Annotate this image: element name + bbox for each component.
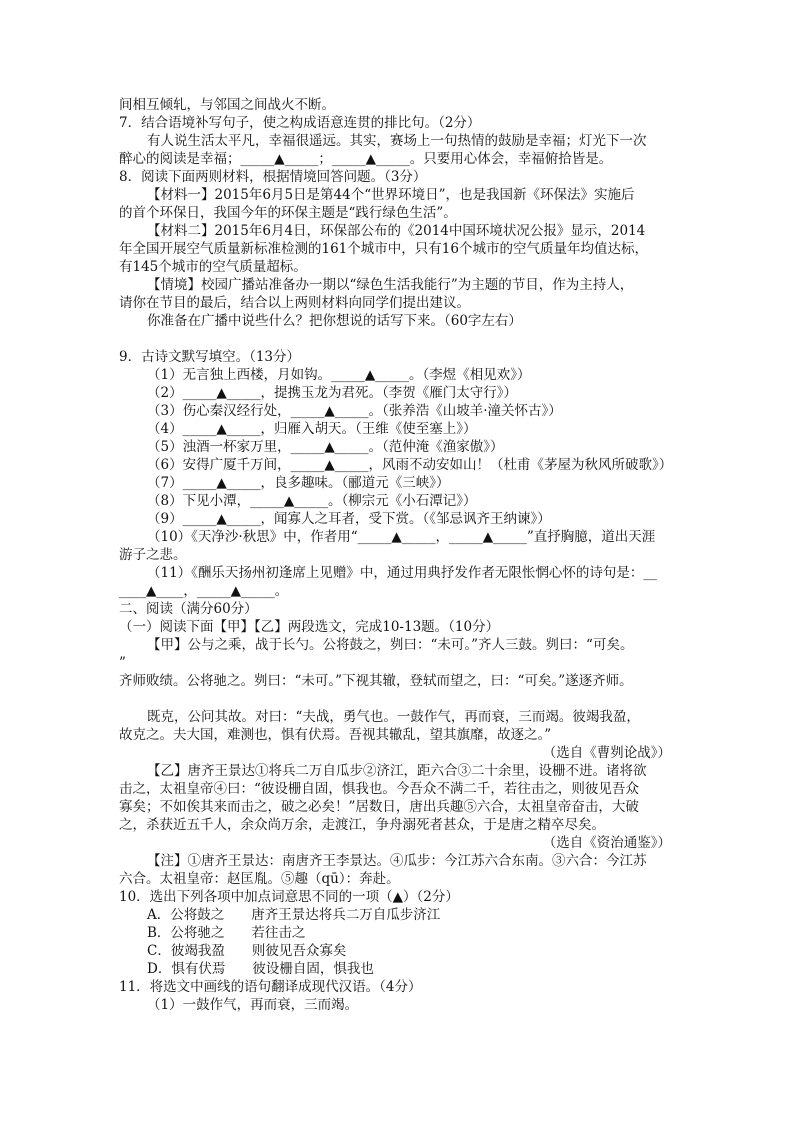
text-line: 寡矣；不如俟其来而击之，破之必矣！”居数日，唐出兵趣⑤六合，太祖皇帝奋击，大破 bbox=[119, 799, 639, 815]
poem-blank-1: （1）无言独上西楼，月如钩。_____▲_____。（李煜《相见欢》） bbox=[147, 367, 531, 383]
option-a: A．公将鼓之 唐齐王景达将兵二万自瓜步济江 bbox=[147, 907, 441, 923]
material-2: 【材料二】2015年6月4日，环保部公布的《2014中国环境状况公报》显示，2014 bbox=[147, 223, 646, 239]
text-line: 年全国开展空气质量新标准检测的161个城市中，只有16个城市的空气质量年均值达标， bbox=[119, 241, 648, 257]
text-line: 的首个环保日，我国今年的环保主题是“践行绿色生活”。 bbox=[119, 205, 457, 221]
option-d: D．惧有伏焉 彼设栅自固，惧我也 bbox=[147, 961, 374, 977]
text-line: 你准备在广播中说些什么？把你想说的话写下来。（60字左右） bbox=[147, 313, 522, 329]
text-line: 有人说生活太平凡，幸福很遥远。其实，赛场上一句热情的鼓励是幸福；灯光下一次 bbox=[147, 133, 647, 149]
source-citation: （选自《资治通鉴》） bbox=[542, 835, 671, 851]
question-7-blanks: 醉心的阅读是幸福；_____▲_____；_____▲_____。只要用心体会，幸福俯拾皆是。 bbox=[119, 151, 613, 167]
question-8-title: 8．阅读下面两则材料，根据情境回答问题。（3分） bbox=[119, 169, 427, 185]
text-line: 之，杀获近五千人，余众尚万余，走渡江，争舟溺死者甚众，于是唐之精卒尽矣。 bbox=[119, 817, 605, 833]
text-line: 齐师败绩。公将驰之。刿曰：“未可。”下视其辙，登轼而望之，曰：“可矣。”遂逐齐师。 bbox=[119, 673, 633, 689]
passage-yi: 【乙】唐齐王景达①将兵二万自瓜步②济江，距六合③二十余里，设栅不进。诸将欲 bbox=[147, 763, 647, 779]
poem-blank-3: （3）伤心秦汉经行处，_____▲_____。（张养浩《山坡羊·潼关怀古》） bbox=[147, 403, 562, 419]
text-line: 游子之悲。 bbox=[119, 547, 187, 563]
poem-blank-6: （6）安得广厦千万间，_____▲_____，风雨不动安如山！（杜甫《茅屋为秋风所破歌》） bbox=[147, 457, 673, 473]
text-line: 故克之。夫大国，难测也，惧有伏焉。吾视其辙乱，望其旗靡，故逐之。” bbox=[119, 727, 552, 743]
poem-blank-10: （10）《天净沙·秋思》中，作者用“_____▲_____，_____▲_____”直抒胸臆，道出天涯 bbox=[147, 529, 656, 545]
poem-blank-7: （7）_____▲_____，良多趣味。（郦道元《三峡》） bbox=[147, 475, 450, 491]
question-11-item-1: （1）一鼓作气，再而衰，三而竭。 bbox=[147, 997, 359, 1013]
notes: 【注】①唐齐王景达：南唐齐王李景达。④瓜步：今江苏六合东南。③六合：今江苏 bbox=[147, 853, 647, 869]
document-page bbox=[119, 96, 679, 1014]
poem-blank-8: （8）下见小潭，_____▲_____。（柳宗元《小石潭记》） bbox=[147, 493, 477, 509]
passage-jia: 【甲】公与之乘，战于长勺。公将鼓之，刿曰：“未可。”齐人三鼓。刿曰：“可矣。 bbox=[147, 637, 634, 653]
material-1: 【材料一】2015年6月5日是第44个“世界环境日”，也是我国新《环保法》实施后 bbox=[147, 187, 635, 203]
poem-blank-9: （9）_____▲_____，闻寡人之耳者，受下赏。（《邹忌讽齐王纳谏》） bbox=[147, 511, 551, 527]
question-11-title: 11．将选文中画线的语句翻译成现代汉语。（4分） bbox=[119, 979, 422, 995]
text-line: 既克，公问其故。对曰：“夫战，勇气也。一鼓作气，再而衰，三而竭。彼竭我盈， bbox=[147, 709, 640, 725]
situation: 【情境】校园广播站准备办一期以“绿色生活我能行”为主题的节目，作为主持人， bbox=[147, 277, 634, 293]
text-line: 间相互倾轧，与邻国之间战火不断。 bbox=[119, 97, 335, 113]
poem-blank-5: （5）浊酒一杯家万里，_____▲_____。（范仲淹《渔家傲》） bbox=[147, 439, 504, 455]
text-line: ____▲____，_____▲_____。 bbox=[119, 583, 289, 599]
option-c: C．彼竭我盈 则彼见吾众寡矣 bbox=[147, 943, 347, 959]
passage-intro: （一）阅读下面【甲】【乙】两段选文，完成10-13题。（10分） bbox=[119, 619, 500, 635]
section-reading-title: 二、阅读（满分60分） bbox=[119, 601, 258, 617]
question-9-title: 9．古诗文默写填空。（13分） bbox=[119, 349, 301, 365]
text-line: 请你在节目的最后，结合以上两则材料向同学们提出建议。 bbox=[119, 295, 470, 311]
source-citation: （选自《曹刿论战》） bbox=[542, 745, 671, 761]
option-b: B．公将驰之 若往击之 bbox=[147, 925, 306, 941]
poem-blank-2: （2）_____▲_____，提携玉龙为君死。（李贺《雁门太守行》） bbox=[147, 385, 517, 401]
poem-blank-4: （4）_____▲_____，归雁入胡天。（王维《使至塞上》） bbox=[147, 421, 477, 437]
text-line: 有145个城市的空气质量超标。 bbox=[119, 259, 307, 275]
text-line: 击之，太祖皇帝④曰：“彼设栅自固，惧我也。今吾众不满二千，若往击之，则彼见吾众 bbox=[119, 781, 639, 797]
text-line: 六合。太祖皇帝：赵匡胤。⑤趣（qū）：奔赴。 bbox=[119, 871, 400, 887]
question-7-title: 7．结合语境补写句子，使之构成语意连贯的排比句。（2分） bbox=[119, 115, 481, 131]
poem-blank-11: （11）《酬乐天扬州初逢席上见赠》中，通过用典抒发作者无限怅惘心怀的诗句是：__ bbox=[147, 565, 657, 581]
text-line: ” bbox=[119, 655, 126, 671]
question-10-title: 10．选出下列各项中加点词意思不同的一项（▲）（2分） bbox=[119, 889, 459, 905]
